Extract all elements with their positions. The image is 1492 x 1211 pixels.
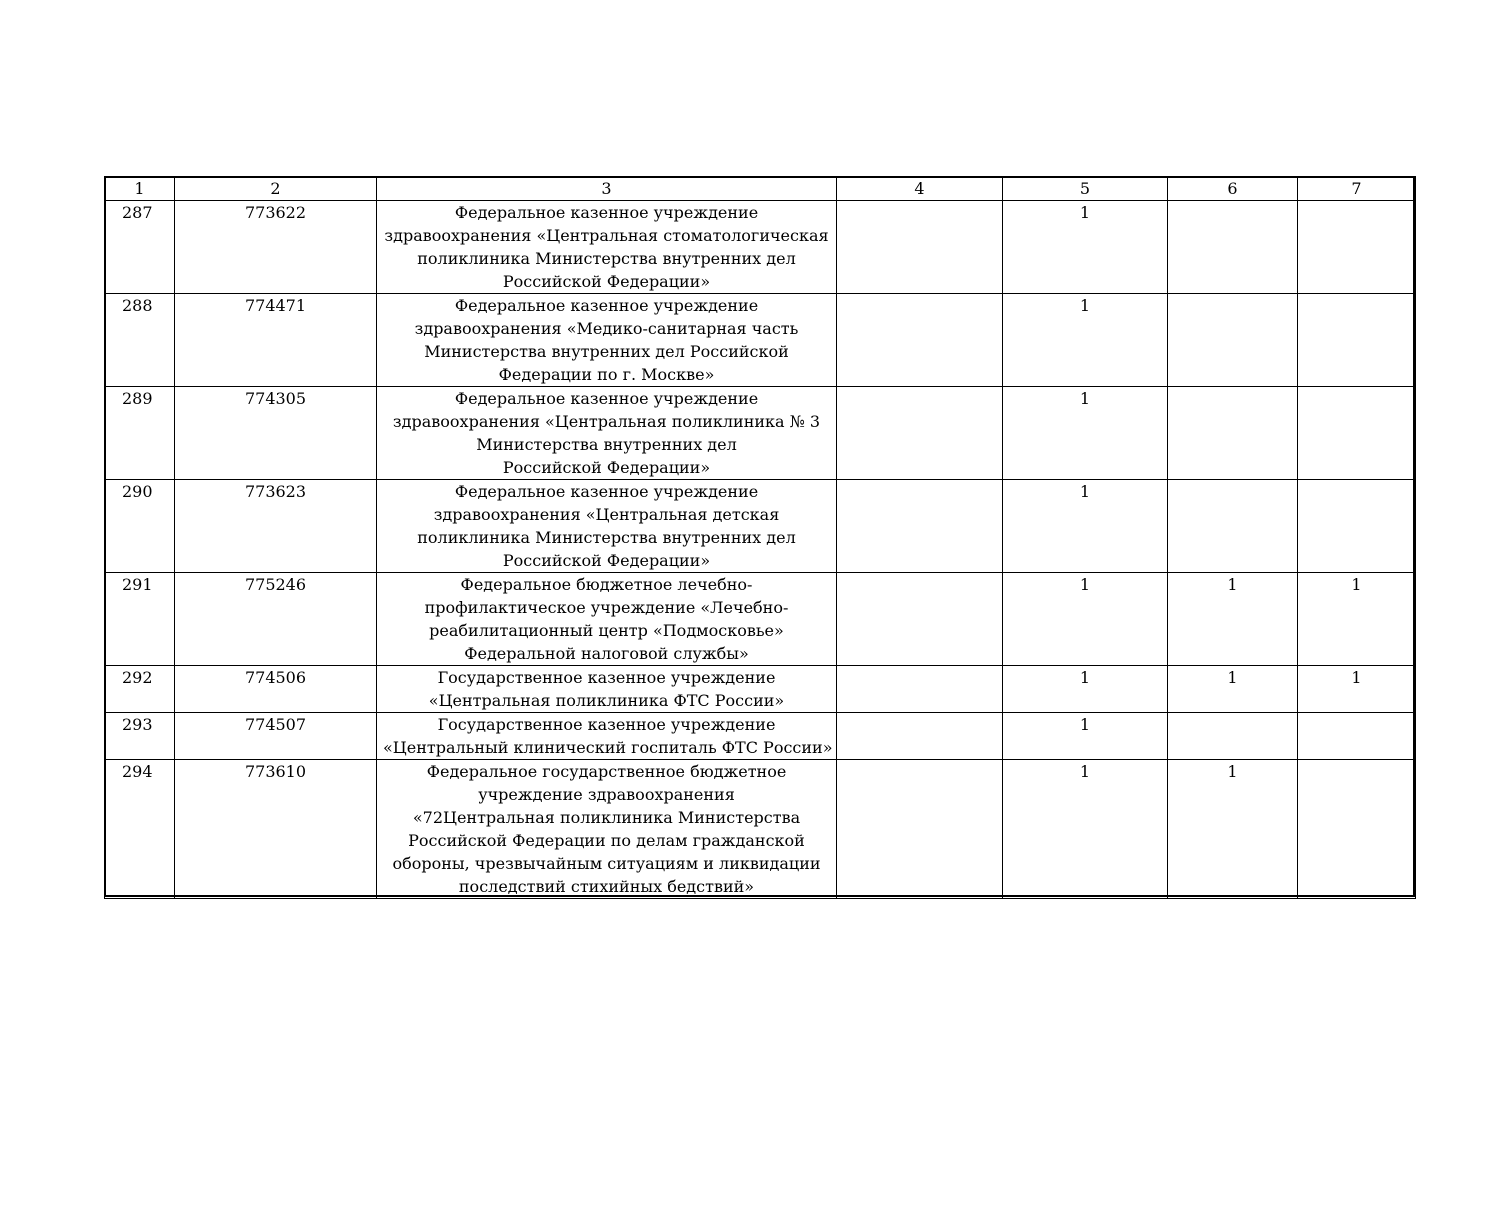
- col-4-cell: [837, 666, 1003, 713]
- institution-code-cell: 774305: [175, 387, 377, 480]
- institution-name-line: «Центральный клинический госпиталь ФТС России»: [383, 738, 833, 757]
- institution-name-line: «Центральная поликлиника ФТС России»: [428, 691, 785, 710]
- col-4-cell: [837, 480, 1003, 573]
- institution-name-cell: [377, 760, 837, 899]
- institution-code-cell: 774471: [175, 294, 377, 387]
- col-6-cell: [1168, 201, 1298, 294]
- col-4-cell: [837, 573, 1003, 666]
- institution-name-cell: [377, 294, 837, 387]
- row-number-cell: 294: [105, 760, 175, 899]
- col-7-cell: [1298, 294, 1416, 387]
- table-body: [105, 201, 1416, 899]
- institution-name-line: учреждение здравоохранения: [478, 785, 735, 804]
- header-col-5: 5: [1003, 177, 1168, 201]
- institution-name-line: Федеральное казенное учреждение: [454, 296, 759, 315]
- col-6-cell: [1168, 713, 1298, 760]
- col-7-cell: [1298, 387, 1416, 480]
- header-col-3: 3: [377, 177, 837, 201]
- institution-name-line: «72Центральная поликлиника Министерства: [412, 808, 801, 827]
- row-number-cell: 291: [105, 573, 175, 666]
- institution-name-line: Российской Федерации по делам гражданской: [408, 831, 805, 850]
- table-row: [105, 201, 1416, 294]
- institution-name-cell: [377, 666, 837, 713]
- institution-name-line: Государственное казенное учреждение: [437, 668, 776, 687]
- col-7-cell: 1: [1298, 573, 1416, 666]
- col-4-cell: [837, 760, 1003, 899]
- institution-name-line: поликлиника Министерства внутренних дел: [417, 249, 796, 268]
- institution-name-line: последствий стихийных бедствий»: [458, 877, 755, 896]
- row-number-cell: 289: [105, 387, 175, 480]
- col-5-cell: 1: [1003, 666, 1168, 713]
- row-number-cell: 293: [105, 713, 175, 760]
- col-7-cell: 1: [1298, 666, 1416, 713]
- col-5-cell: 1: [1003, 387, 1168, 480]
- institution-name-line: поликлиника Министерства внутренних дел: [417, 528, 796, 547]
- institution-name-cell: [377, 713, 837, 760]
- institution-code-cell: 773623: [175, 480, 377, 573]
- col-5-cell: 1: [1003, 760, 1168, 899]
- col-7-cell: [1298, 760, 1416, 899]
- col-7-cell: [1298, 713, 1416, 760]
- institution-name-line: здравоохранения «Медико-санитарная часть: [414, 319, 799, 338]
- institution-name-line: Федеральное казенное учреждение: [454, 482, 759, 501]
- institution-name-line: реабилитационный центр «Подмосковье»: [429, 621, 784, 640]
- col-6-cell: [1168, 480, 1298, 573]
- institution-code-cell: 773622: [175, 201, 377, 294]
- institution-code-cell: 773610: [175, 760, 377, 899]
- col-6-cell: 1: [1168, 666, 1298, 713]
- col-7-cell: [1298, 480, 1416, 573]
- col-6-cell: 1: [1168, 760, 1298, 899]
- header-row: [105, 177, 1416, 201]
- table-row: [105, 573, 1416, 666]
- col-5-cell: 1: [1003, 294, 1168, 387]
- col-7-cell: [1298, 201, 1416, 294]
- col-4-cell: [837, 294, 1003, 387]
- col-5-cell: 1: [1003, 201, 1168, 294]
- institution-code-cell: 774506: [175, 666, 377, 713]
- institution-name-line: Федерации по г. Москве»: [498, 365, 715, 384]
- col-4-cell: [837, 201, 1003, 294]
- institution-name-line: здравоохранения «Центральная поликлиника № 3: [392, 412, 821, 431]
- col-6-cell: [1168, 294, 1298, 387]
- institution-name-line: Федеральной налоговой службы»: [464, 644, 749, 663]
- row-number-cell: 288: [105, 294, 175, 387]
- institution-name-line: профилактическое учреждение «Лечебно-: [424, 598, 789, 617]
- institution-name-line: Российской Федерации»: [502, 551, 711, 570]
- col-5-cell: 1: [1003, 573, 1168, 666]
- institution-name-line: Государственное казенное учреждение: [437, 715, 776, 734]
- header-col-6: 6: [1168, 177, 1298, 201]
- col-4-cell: [837, 387, 1003, 480]
- col-4-cell: [837, 713, 1003, 760]
- institution-name-line: Министерства внутренних дел Российской: [424, 342, 789, 361]
- table-row: [105, 713, 1416, 760]
- header-col-1: 1: [105, 177, 175, 201]
- institution-code-cell: 775246: [175, 573, 377, 666]
- institution-name-line: Федеральное казенное учреждение: [454, 203, 759, 222]
- row-number-cell: 292: [105, 666, 175, 713]
- table-row: [105, 480, 1416, 573]
- institutions-table: [104, 176, 1416, 899]
- institution-name-cell: [377, 480, 837, 573]
- institution-name-line: Федеральное бюджетное лечебно-: [460, 575, 753, 594]
- table-row: [105, 294, 1416, 387]
- header-col-2: 2: [175, 177, 377, 201]
- row-number-cell: 287: [105, 201, 175, 294]
- institution-name-line: обороны, чрезвычайным ситуациям и ликвидации: [392, 854, 821, 873]
- institution-name-line: Российской Федерации»: [502, 272, 711, 291]
- header-col-7: 7: [1298, 177, 1416, 201]
- institution-name-cell: [377, 573, 837, 666]
- col-5-cell: 1: [1003, 713, 1168, 760]
- table-row: [105, 760, 1416, 899]
- col-5-cell: 1: [1003, 480, 1168, 573]
- table-row: [105, 666, 1416, 713]
- institution-name-line: Федеральное казенное учреждение: [454, 389, 759, 408]
- col-6-cell: 1: [1168, 573, 1298, 666]
- row-number-cell: 290: [105, 480, 175, 573]
- institution-name-line: здравоохранения «Центральная детская: [433, 505, 780, 524]
- institution-code-cell: 774507: [175, 713, 377, 760]
- institution-name-line: Российской Федерации»: [502, 458, 711, 477]
- institution-name-line: здравоохранения «Центральная стоматологическая: [384, 226, 829, 245]
- institution-name-cell: [377, 387, 837, 480]
- table-row: [105, 387, 1416, 480]
- col-6-cell: [1168, 387, 1298, 480]
- institution-name-cell: [377, 201, 837, 294]
- institution-name-line: Министерства внутренних дел: [476, 435, 737, 454]
- header-col-4: 4: [837, 177, 1003, 201]
- institution-name-line: Федеральное государственное бюджетное: [426, 762, 787, 781]
